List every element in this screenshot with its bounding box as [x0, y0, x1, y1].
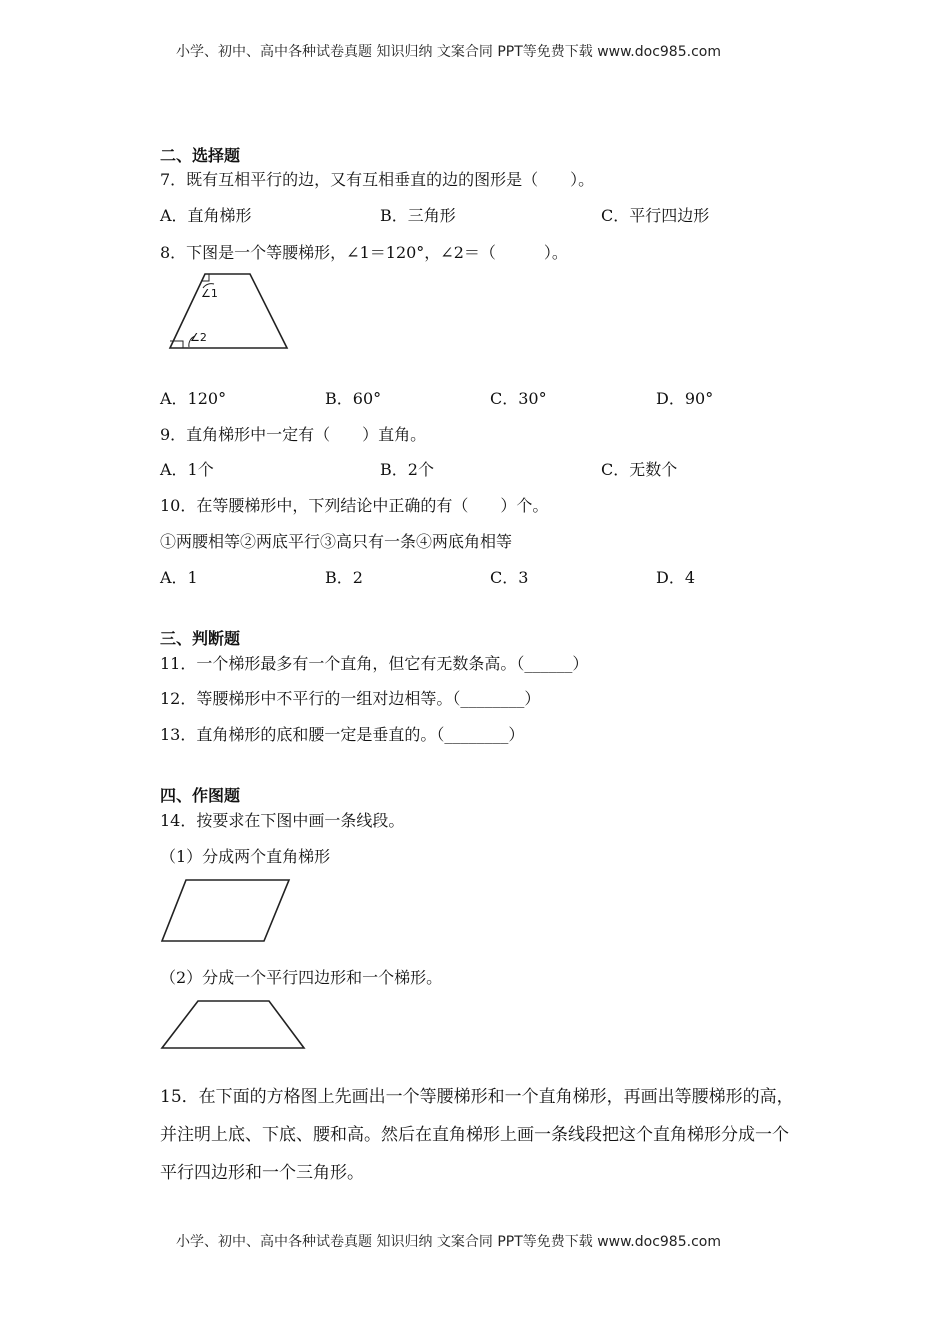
question-15: 15．在下面的方格图上先画出一个等腰梯形和一个直角梯形，再画出等腰梯形的高，并注明上底、下底、腰和高。然后在直角梯形上画一条线段把这个直角梯形分成一个平行四边形和一个三角形。: [160, 1087, 794, 1183]
question-14: 14．按要求在下图中画一条线段。: [160, 811, 405, 830]
trapezoid-figure: [160, 998, 308, 1052]
q7-option-c: C．平行四边形: [601, 206, 710, 225]
page-header: 小学、初中、高中各种试卷真题 知识归纳 文案合同 PPT等免费下载 www.doc985.com: [176, 44, 721, 60]
question-8: 8．下图是一个等腰梯形，∠1＝120°，∠2＝（ ）。: [160, 243, 568, 262]
section-title-drawing: 四、作图题: [160, 786, 241, 805]
question-14-part-2: （2）分成一个平行四边形和一个梯形。: [160, 968, 443, 987]
q10-statements: ①两腰相等②两底平行③高只有一条④两底角相等: [160, 532, 513, 551]
question-11: 11．一个梯形最多有一个直角，但它有无数条高。（______）: [160, 654, 589, 673]
question-13: 13．直角梯形的底和腰一定是垂直的。（________）: [160, 725, 525, 744]
section-title-judgement: 三、判断题: [160, 629, 241, 648]
q8-option-c: C．30°: [490, 389, 547, 408]
q8-option-b: B．60°: [325, 389, 382, 408]
q9-option-a: A．1个: [160, 460, 214, 479]
section-title-choice: 二、选择题: [160, 146, 241, 165]
question-7: 7．既有互相平行的边，又有互相垂直的边的图形是（ ）。: [160, 170, 595, 189]
question-12: 12．等腰梯形中不平行的一组对边相等。（________）: [160, 689, 541, 708]
question-14-part-1: （1）分成两个直角梯形: [160, 847, 331, 866]
q10-option-a: A．1: [160, 568, 198, 587]
q7-option-a: A．直角梯形: [160, 206, 252, 225]
parallelogram-figure: [160, 877, 292, 945]
question-9: 9．直角梯形中一定有（ ）直角。: [160, 425, 427, 444]
q8-option-d: D．90°: [656, 389, 714, 408]
angle-1-label: ∠1: [201, 287, 218, 300]
question-10: 10．在等腰梯形中，下列结论中正确的有（ ）个。: [160, 496, 549, 515]
q10-option-c: C．3: [490, 568, 529, 587]
q9-option-c: C．无数个: [601, 460, 678, 479]
q7-option-b: B．三角形: [380, 206, 456, 225]
q10-option-d: D．4: [656, 568, 696, 587]
q8-option-a: A．120°: [160, 389, 227, 408]
q10-option-b: B．2: [325, 568, 363, 587]
q9-option-b: B．2个: [380, 460, 434, 479]
isosceles-trapezoid-figure: [165, 268, 295, 354]
angle-2-label: ∠2: [190, 331, 207, 344]
page-footer: 小学、初中、高中各种试卷真题 知识归纳 文案合同 PPT等免费下载 www.doc985.com: [176, 1234, 721, 1250]
